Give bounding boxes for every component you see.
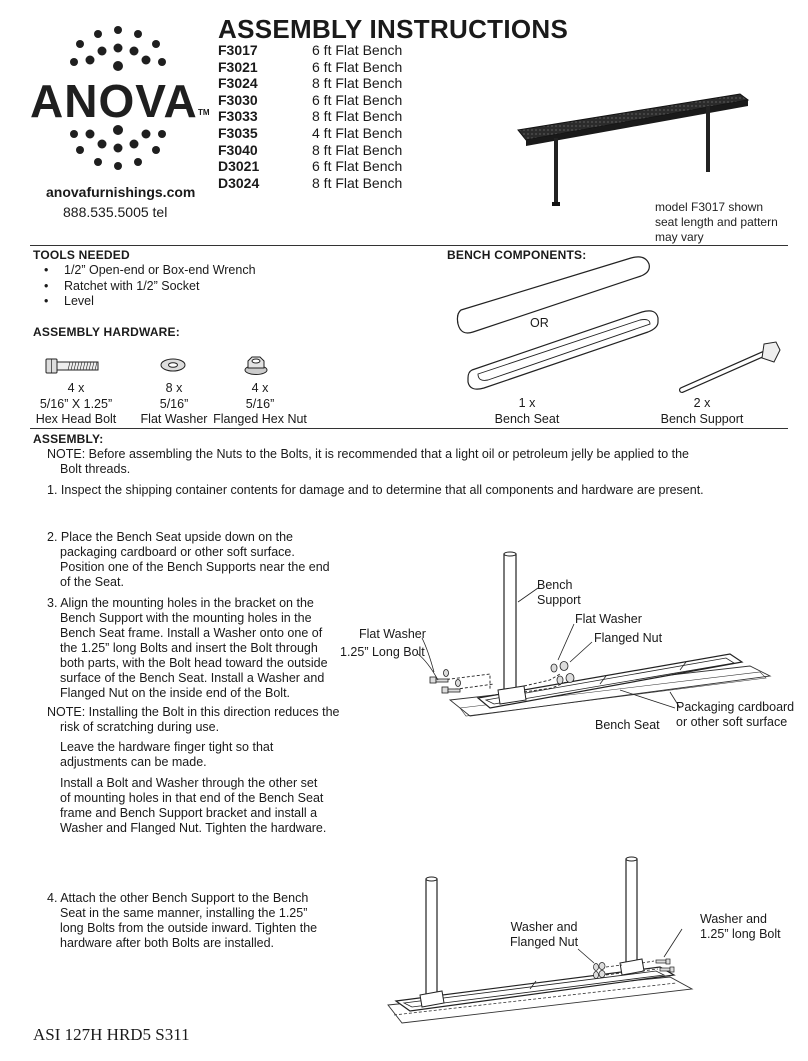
model-desc: 8 ft Flat Bench xyxy=(312,174,403,191)
step-4 xyxy=(47,891,317,951)
flat-washer-label xyxy=(136,381,212,428)
model-row xyxy=(218,108,402,125)
or-label: OR xyxy=(530,316,549,330)
step-line: Flanged Nut on the inside end of the Bolt. xyxy=(60,686,291,700)
model-row xyxy=(218,59,402,76)
step-line: hardware after both Bolts are installed. xyxy=(60,936,275,950)
callout-line: Bench xyxy=(537,578,573,592)
model-code: F3021 xyxy=(218,58,258,75)
step-3 xyxy=(47,596,328,701)
note-line: NOTE: Before assembling the Nuts to the Bolts, it is recommended that a light oil or petroleum jelly be applied to the xyxy=(47,447,689,461)
component-qty: 2 x xyxy=(693,396,711,410)
note-line: Bolt threads. xyxy=(60,462,131,476)
page-title: ASSEMBLY INSTRUCTIONS xyxy=(218,14,569,44)
bench-support-callout xyxy=(537,578,581,608)
assembly-heading: ASSEMBLY: xyxy=(33,432,104,446)
model-list xyxy=(218,42,402,191)
hardware-name: Hex Head Bolt xyxy=(35,412,117,426)
hardware-size: 5/16” X 1.25” xyxy=(39,396,113,411)
model-code: F3024 xyxy=(218,75,258,92)
tools-heading: TOOLS NEEDED xyxy=(33,248,130,262)
hex-bolt-icon xyxy=(46,358,100,374)
model-row xyxy=(218,175,402,192)
note-line: model F3017 shown xyxy=(655,200,764,214)
long-bolt-callout: 1.25” Long Bolt xyxy=(340,645,425,659)
hardware-qty: 4 x xyxy=(67,381,85,395)
note-line: seat length and pattern xyxy=(655,215,778,229)
bench-seat-callout: Bench Seat xyxy=(595,718,660,732)
document-code: ASI 127H HRD5 S311 xyxy=(33,1025,190,1044)
hardware-heading: ASSEMBLY HARDWARE: xyxy=(33,325,180,339)
step-2 xyxy=(47,530,330,590)
model-desc: 6 ft Flat Bench xyxy=(312,42,403,58)
note-line: risk of scratching during use. xyxy=(60,720,220,734)
flat-washer-left-callout: Flat Washer xyxy=(359,627,426,641)
component-name: Bench Support xyxy=(660,411,744,426)
model-row xyxy=(218,92,402,109)
para-line: Leave the hardware finger tight so that xyxy=(60,740,274,754)
hex-bolt-label xyxy=(28,381,124,428)
phone-number: 888.535.5005 tel xyxy=(63,204,168,220)
step-line: Bench Support with the mounting holes in the xyxy=(60,611,312,625)
model-desc: 8 ft Flat Bench xyxy=(312,108,403,125)
para-line: Install a Bolt and Washer through the other set xyxy=(60,776,318,790)
model-desc: 8 ft Flat Bench xyxy=(312,141,403,158)
list-item: • Level xyxy=(38,294,256,310)
flat-washer-callout: Flat Washer xyxy=(575,612,642,626)
section-divider xyxy=(30,428,788,429)
step-line: the 1.25” long Bolts and insert the Bolt through xyxy=(60,641,318,655)
flanged-nut-icon xyxy=(244,355,268,375)
callout-line: Packaging cardboard xyxy=(676,700,795,714)
model-row xyxy=(218,158,402,175)
model-code: F3040 xyxy=(218,141,258,158)
model-code: D3024 xyxy=(218,174,260,191)
install-note xyxy=(47,705,340,735)
para-line: Washer and Flanged Nut. Tighten the hardware. xyxy=(60,821,327,835)
model-desc: 6 ft Flat Bench xyxy=(312,91,403,108)
callout-line: Washer and xyxy=(510,920,578,934)
components-heading: BENCH COMPONENTS: xyxy=(447,248,587,262)
hardware-name: Flat Washer xyxy=(140,412,208,426)
callout-line: Washer and xyxy=(700,912,767,926)
model-code: F3017 xyxy=(218,42,258,58)
step-line: packaging cardboard or other soft surface. xyxy=(60,545,295,559)
step-1: 1. Inspect the shipping container contents for damage and to determine that all components and hardware are present. xyxy=(47,483,704,497)
bench-support-label xyxy=(652,396,752,427)
hardware-qty: 4 x xyxy=(251,381,269,395)
callout-line: 1.25” long Bolt xyxy=(700,927,781,941)
hardware-name: Flanged Hex Nut xyxy=(213,412,307,426)
step-line: Seat in the same manner, installing the 1.25” xyxy=(60,906,308,920)
model-row xyxy=(218,142,402,159)
flat-washer-icon xyxy=(160,358,186,372)
trademark-mark: TM xyxy=(198,108,210,117)
hardware-size: 5/16” xyxy=(245,396,275,411)
model-code: F3033 xyxy=(218,108,258,125)
assembly-note xyxy=(47,447,689,477)
tools-list xyxy=(38,263,256,310)
flanged-nut-callout: Flanged Nut xyxy=(594,631,663,645)
bench-seat-frame-icon xyxy=(464,308,664,392)
para-line: adjustments can be made. xyxy=(60,755,207,769)
list-item: • Ratchet with 1/2” Socket xyxy=(38,279,256,295)
washer-bolt-callout xyxy=(700,912,781,942)
model-code: F3030 xyxy=(218,91,258,108)
component-qty: 1 x xyxy=(518,396,536,410)
model-code: D3021 xyxy=(218,158,260,175)
para-line: frame and Bench Support bracket and install a xyxy=(60,806,318,820)
hardware-qty: 8 x xyxy=(165,381,183,395)
step-line: 4. Attach the other Bench Support to the Bench xyxy=(47,891,309,905)
bench-support-icon xyxy=(678,340,782,396)
callout-line: Support xyxy=(537,593,581,607)
list-item: • 1/2” Open-end or Box-end Wrench xyxy=(38,263,256,279)
model-desc: 8 ft Flat Bench xyxy=(312,75,403,92)
bench-product-image xyxy=(510,88,750,210)
step-line: Position one of the Bench Supports near the end xyxy=(60,560,330,574)
model-desc: 6 ft Flat Bench xyxy=(312,58,403,75)
packaging-callout xyxy=(676,700,794,730)
bench-seat-label xyxy=(482,396,572,427)
component-name: Bench Seat xyxy=(494,411,560,426)
hardware-size: 5/16” xyxy=(159,396,189,411)
model-shown-note xyxy=(655,200,778,245)
model-row xyxy=(218,75,402,92)
washer-nut-callout xyxy=(510,920,578,950)
callout-line: or other soft surface xyxy=(676,715,788,729)
step-line: Bench Seat frame. Install a Washer onto one of xyxy=(60,626,323,640)
flanged-nut-label xyxy=(210,381,310,428)
model-row xyxy=(218,125,402,142)
para-line: of mounting holes in that end of the Bench Seat xyxy=(60,791,324,805)
step-line: 3. Align the mounting holes in the bracket on the xyxy=(47,596,314,610)
model-code: F3035 xyxy=(218,124,258,141)
step-line: long Bolts from the outside inward. Tighten the xyxy=(60,921,318,935)
step-line: 2. Place the Bench Seat upside down on the xyxy=(47,530,294,544)
step-line: of the Seat. xyxy=(60,575,124,589)
model-desc: 4 ft Flat Bench xyxy=(312,124,403,141)
note-line: may vary xyxy=(655,230,704,244)
other-holes-para xyxy=(60,776,326,836)
callout-line: Flanged Nut xyxy=(510,935,579,949)
section-divider xyxy=(30,245,788,246)
website-link[interactable]: anovafurnishings.com xyxy=(46,184,196,200)
step-line: surface of the Bench Seat. Install a Washer and xyxy=(60,671,325,685)
model-desc: 6 ft Flat Bench xyxy=(312,158,403,175)
step-line: both parts, with the Bolt head toward the outside xyxy=(60,656,328,670)
model-row xyxy=(218,42,402,59)
finger-tight-para xyxy=(60,740,273,770)
brand-wordmark: ANOVA xyxy=(30,75,198,127)
note-line: NOTE: Installing the Bolt in this direction reduces the xyxy=(47,705,340,719)
